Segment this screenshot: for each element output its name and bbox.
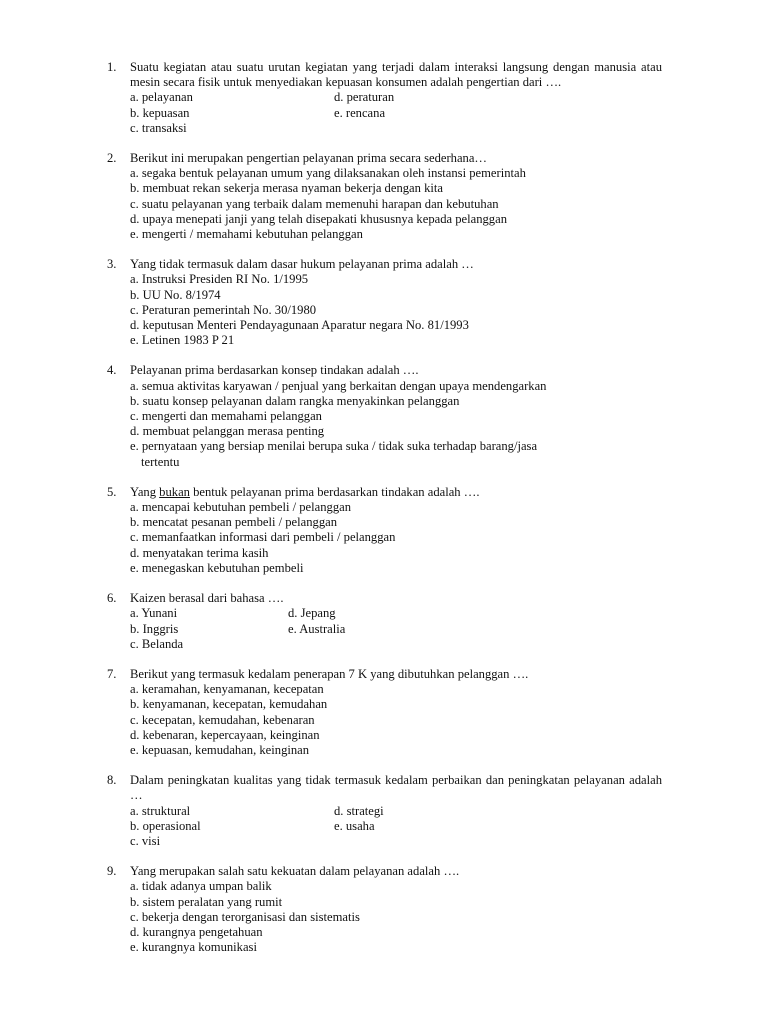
option-b: b. membuat rekan sekerja merasa nyaman bekerja dengan kita: [130, 181, 443, 196]
option-d: d. strategi: [334, 803, 384, 818]
option-e: e. Letinen 1983 P 21: [130, 333, 235, 348]
question-text: Berikut yang termasuk kedalam penerapan 7 K yang dibutuhkan pelanggan ….: [130, 666, 529, 681]
option-e: e. menegaskan kebutuhan pembeli: [130, 560, 304, 575]
question-text: Kaizen berasal dari bahasa ….: [130, 591, 284, 606]
question-number: 7.: [107, 666, 117, 681]
option-c: c. mengerti dan memahami pelanggan: [130, 409, 322, 424]
question-body: [130, 363, 662, 469]
question-body: [130, 485, 662, 576]
option-c: c. visi: [130, 833, 161, 848]
underlined-word: bukan: [159, 484, 190, 499]
question-body: [130, 591, 662, 652]
question-body: [130, 667, 662, 758]
option-a: a. Yunani: [130, 606, 178, 621]
option-d: d. peraturan: [334, 90, 395, 105]
option-c: c. transaksi: [130, 120, 187, 135]
question-5: [0, 485, 768, 576]
option-e: e. kepuasan, kemudahan, keinginan: [130, 742, 310, 757]
option-c: c. bekerja dengan terorganisasi dan sistematis: [130, 909, 360, 924]
option-c: c. memanfaatkan informasi dari pembeli / pelanggan: [130, 530, 396, 545]
option-e: e. usaha: [334, 818, 375, 833]
question-text: Pelayanan prima berdasarkan konsep tindakan adalah ….: [130, 363, 419, 378]
option-d: d. upaya menepati janji yang telah disepakati khususnya kepada pelanggan: [130, 211, 507, 226]
question-number: 8.: [107, 773, 117, 788]
option-b: b. sistem peralatan yang rumit: [130, 894, 283, 909]
question-body: [130, 773, 662, 849]
question-number: 2.: [107, 151, 117, 166]
question-1: [0, 60, 768, 136]
question-number: 3.: [107, 257, 117, 272]
option-a: a. pelayanan: [130, 90, 193, 105]
question-number: 6.: [107, 591, 117, 606]
question-7: [0, 667, 768, 758]
question-text: Dalam peningkatan kualitas yang tidak termasuk kedalam perbaikan dan peningkatan pelayanan adalah …: [130, 773, 662, 803]
option-row: [130, 90, 662, 105]
option-a: a. mencapai kebutuhan pembeli / pelanggan: [130, 500, 352, 515]
question-4: [0, 363, 768, 469]
option-row: [130, 819, 662, 834]
option-b: b. kepuasan: [130, 105, 190, 120]
question-body: [130, 864, 662, 955]
option-e: e. kurangnya komunikasi: [130, 940, 257, 955]
option-b: b. kenyamanan, kecepatan, kemudahan: [130, 697, 328, 712]
option-b: b. mencatat pesanan pembeli / pelanggan: [130, 515, 338, 530]
option-e: e. rencana: [334, 105, 386, 120]
question-number: 4.: [107, 363, 117, 378]
option-row: [130, 804, 662, 819]
question-body: [130, 151, 662, 242]
question-8: [0, 773, 768, 849]
question-body: [130, 60, 662, 136]
option-a: a. Instruksi Presiden RI No. 1/1995: [130, 272, 309, 287]
option-d: d. kurangnya pengetahuan: [130, 924, 263, 939]
option-d: d. Jepang: [288, 606, 336, 621]
option-e: e. mengerti / memahami kebutuhan pelanggan: [130, 227, 363, 242]
question-text: Suatu kegiatan atau suatu urutan kegiatan yang terjadi dalam interaksi langsung dengan manusia atau mesin secara fisik untuk menyediakan kepuasan konsumen adalah pengertian dari ….: [130, 60, 662, 90]
option-e: e. Australia: [288, 621, 346, 636]
document-page: [0, 60, 768, 970]
question-2: [0, 151, 768, 242]
option-e-continuation: tertentu: [141, 454, 180, 469]
question-text-start: Yang: [130, 484, 160, 499]
option-a: a. segaka bentuk pelayanan umum yang dilaksanakan oleh instansi pemerintah: [130, 166, 526, 181]
option-row: [130, 622, 662, 637]
question-6: [0, 591, 768, 652]
option-c: c. Belanda: [130, 636, 184, 651]
option-a: a. semua aktivitas karyawan / penjual yang berkaitan dengan upaya mendengarkan: [130, 378, 547, 393]
question-text: [130, 485, 662, 500]
question-text-end: bentuk pelayanan prima berdasarkan tindakan adalah ….: [189, 484, 480, 499]
question-3: [0, 257, 768, 348]
question-9: [0, 864, 768, 955]
option-c: c. suatu pelayanan yang terbaik dalam memenuhi harapan dan kebutuhan: [130, 196, 499, 211]
option-b: b. UU No. 8/1974: [130, 287, 221, 302]
option-c: c. Peraturan pemerintah No. 30/1980: [130, 302, 317, 317]
option-a: a. tidak adanya umpan balik: [130, 879, 272, 894]
option-d: d. keputusan Menteri Pendayagunaan Aparatur negara No. 81/1993: [130, 318, 469, 333]
question-number: 5.: [107, 484, 117, 499]
option-c: c. kecepatan, kemudahan, kebenaran: [130, 712, 315, 727]
option-b: b. suatu konsep pelayanan dalam rangka menyakinkan pelanggan: [130, 393, 460, 408]
option-a: a. struktural: [130, 803, 191, 818]
option-d: d. kebenaran, kepercayaan, keinginan: [130, 727, 320, 742]
option-row: [130, 606, 662, 621]
question-body: [130, 257, 662, 348]
question-number: 1.: [107, 60, 117, 74]
question-number: 9.: [107, 864, 117, 879]
option-d: d. menyatakan terima kasih: [130, 545, 269, 560]
option-row: [130, 106, 662, 121]
option-a: a. keramahan, kenyamanan, kecepatan: [130, 682, 324, 697]
option-b: b. Inggris: [130, 621, 179, 636]
question-text: Yang tidak termasuk dalam dasar hukum pelayanan prima adalah …: [130, 257, 474, 272]
question-text: Berikut ini merupakan pengertian pelayanan prima secara sederhana…: [130, 151, 488, 166]
question-text: Yang merupakan salah satu kekuatan dalam pelayanan adalah ….: [130, 864, 460, 879]
option-d: d. membuat pelanggan merasa penting: [130, 424, 325, 439]
option-b: b. operasional: [130, 818, 201, 833]
option-e: e. pernyataan yang bersiap menilai berupa suka / tidak suka terhadap barang/jasa: [130, 439, 538, 454]
